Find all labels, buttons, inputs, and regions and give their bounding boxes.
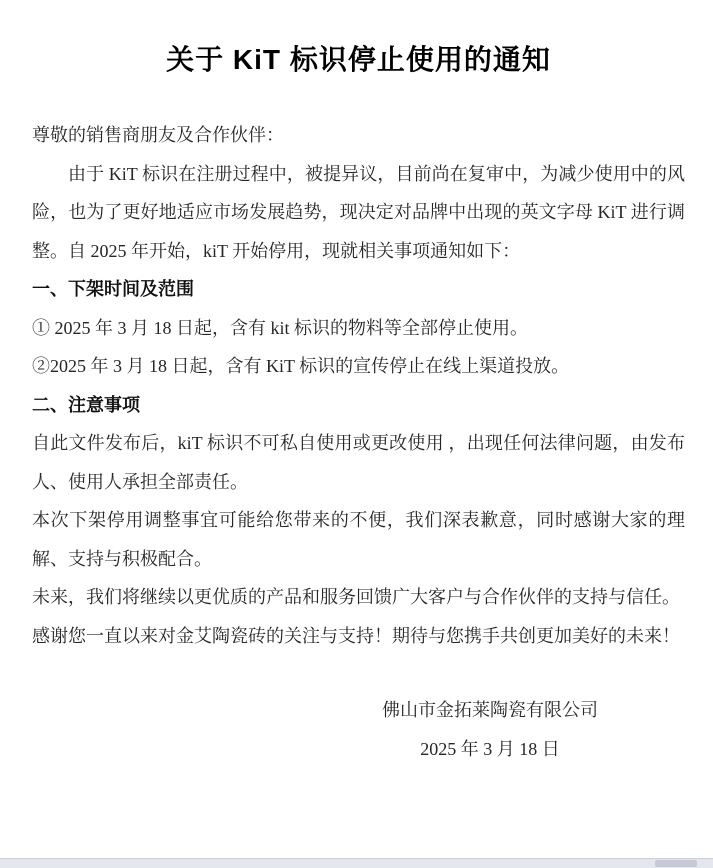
salutation-line: 尊敬的销售商朋友及合作伙伴： — [32, 125, 284, 145]
horizontal-scrollbar-thumb[interactable] — [655, 860, 697, 867]
signature-date: 2025 年 3 月 18 日 — [420, 738, 560, 759]
section2-heading: 二、注意事项 — [32, 394, 140, 415]
section2-paragraph-1: 自此文件发布后，kiT 标识不可私自使用或更改使用 ，出现任何法律问题，由发布人、使用人承担全部责任。 — [32, 433, 685, 492]
document-title: 关于 KiT 标识停止使用的通知 — [166, 44, 551, 75]
section1-item-2: ②2025 年 3 月 18 日起，含有 KiT 标识的宣传停止在线上渠道投放。 — [32, 356, 570, 376]
section2-paragraph-2: 本次下架停用调整事宜可能给您带来的不便，我们深表歉意，同时感谢大家的理解、支持与积极配合。 — [32, 510, 685, 569]
section2-paragraph-3: 未来，我们将继续以更优质的产品和服务回馈广大客户与合作伙伴的支持与信任。 — [32, 587, 680, 607]
section2-paragraph-4: 感谢您一直以来对金艾陶瓷砖的关注与支持！期待与您携手共创更加美好的未来！ — [32, 625, 680, 646]
signature-block — [375, 691, 605, 768]
section1-item-1: ① 2025 年 3 月 18 日起，含有 kit 标识的物料等全部停止使用。 — [32, 317, 528, 338]
section1-heading: 一、下架时间及范围 — [32, 279, 194, 299]
horizontal-scrollbar-track[interactable] — [0, 858, 713, 868]
signature-company: 佛山市金拓莱陶瓷有限公司 — [382, 700, 598, 720]
intro-paragraph: 由于 KiT 标识在注册过程中，被提异议，目前尚在复审中，为减少使用中的风险，也为了更好地适应市场发展趋势，现决定对品牌中出现的英文字母 KiT 进行调整。自 2025 年开始，kiT 开始停用，现就相关事项通知如下： — [32, 163, 685, 261]
